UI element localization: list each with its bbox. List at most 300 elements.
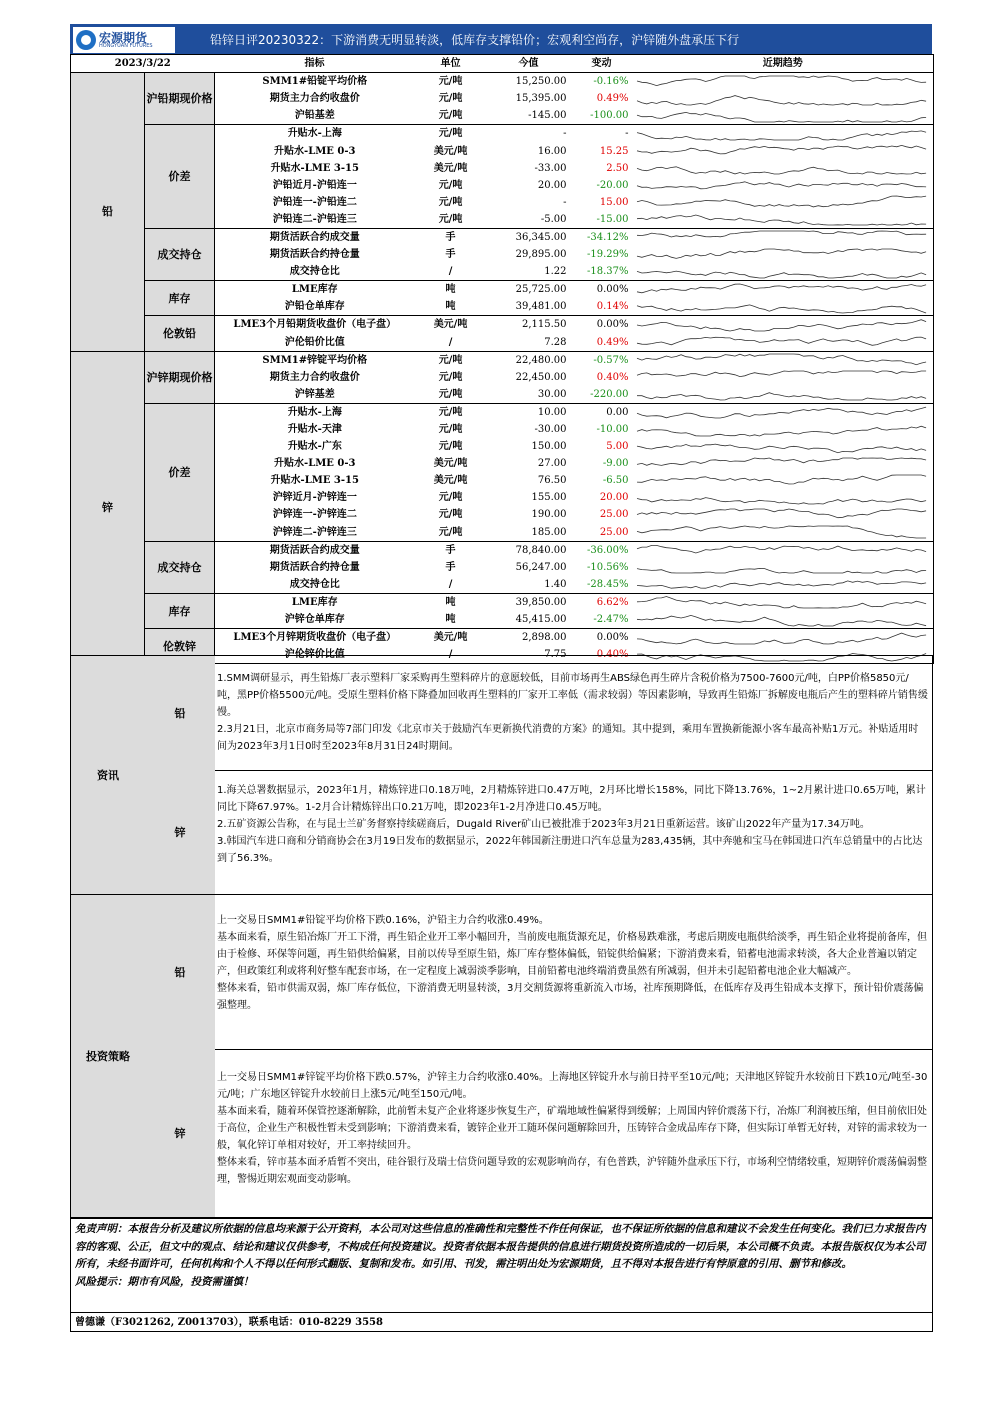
- trend-line: [637, 509, 926, 518]
- value-cell: -: [563, 128, 567, 140]
- table-row: [71, 125, 934, 143]
- strategy-zinc-label: 锌: [145, 1049, 215, 1217]
- trend-cell: [633, 90, 934, 107]
- indicator-name: LME3个月铅期货收盘价（电子盘）: [233, 319, 397, 331]
- trend-sparkline: [633, 317, 930, 333]
- indicator-name: 升贴水-LME 0-3: [274, 145, 356, 157]
- news-zinc-p2: 2.五矿资源公告称，在与昆士兰矿务督察持续磋商后，Dugald River矿山已被批准于2023年3月21日重新运营。该矿山2022年产量为17.34万吨。: [217, 819, 870, 830]
- header-change: 变动: [571, 55, 633, 73]
- value-cell: 15,395.00: [515, 93, 567, 105]
- trend-sparkline: [633, 160, 930, 176]
- trend-cell: [633, 228, 934, 246]
- strategy-lead-p1: 上一交易日SMM1#铅锭平均价格下跌0.16%，沪铅主力合约收涨0.49%。: [217, 915, 549, 926]
- table-row: [71, 629, 934, 647]
- change-cell: 20.00: [599, 492, 629, 504]
- news-lead-text: [217, 670, 928, 755]
- unit-cell: 元/吨: [415, 211, 487, 229]
- indicator-name: SMM1#铅锭平均价格: [262, 76, 368, 88]
- trend-cell: [633, 524, 934, 542]
- strategy-lead-p2: 基本面来看，原生铅冶炼厂开工下滑，再生铅企业开工率小幅回升，当前废电瓶货源充足，价格易跌难涨，考虑后期废电瓶供给淡季，再生铅企业将提前备库，但由于检修、环保等问题，再生铅供给偏紧，目前以传导至原生铅，炼厂库存整体偏低，铅锭供给偏紧；下游消费来看，铅蓄电池需求转淡，各大企业普遍以销定产，但政策红利或将利好整车配套市场，在一定程度上减弱淡季影响，目前铅蓄电池终端消费虽然有所减弱，但并未引起铅蓄电池企业大幅减产。: [217, 932, 927, 977]
- trend-cell: [633, 263, 934, 281]
- value-cell: 76.50: [537, 475, 567, 487]
- change-cell: 2.50: [606, 162, 629, 174]
- change-cell: -15.00: [571, 211, 633, 229]
- group-label: 价差: [145, 403, 215, 541]
- unit-cell: 美元/吨: [433, 458, 468, 470]
- change-cell: -34.12%: [587, 231, 629, 243]
- indicator-name: 沪铅连一-沪铅连二: [272, 196, 357, 208]
- change-cell: -28.45%: [571, 576, 633, 594]
- value-cell: 1.40: [487, 576, 571, 594]
- trend-cell: [633, 629, 934, 647]
- unit-cell: 手: [445, 249, 456, 261]
- trend-cell: [633, 281, 934, 299]
- value-cell: 22,450.00: [515, 371, 567, 383]
- value-cell: 150.00: [531, 441, 567, 453]
- news-lead-p1: 1.SMM调研显示，再生铅炼厂表示塑料厂家采购再生塑料碎片的意愿较低，目前市场再生ABS绿色再生碎片含税价格为7500-7600元/吨，白PP价格5850元/吨，黑PP价格5500元/吨。受原生塑料价格下降叠加回收再生塑料的厂家开工率低（需求较弱）等因素影响，导致再生铅炼厂拆解废电瓶后产生的塑料碎片销售缓慢。: [217, 673, 928, 718]
- unit-cell: 手: [445, 544, 456, 556]
- group-label: 库存: [145, 281, 215, 316]
- value-cell: 7.28: [487, 334, 571, 352]
- value-cell: 16.00: [537, 145, 567, 157]
- value-cell: 36,345.00: [515, 231, 567, 243]
- strategy-zinc-p3: 整体来看，锌市基本面矛盾暂不突出，硅谷银行及瑞士信贷问题导致的宏观影响尚存，有色普跌，沪锌随外盘承压下行，市场利空情绪较重，短期锌价震荡偏弱整理，警惕近期宏观面变动影响。: [217, 1157, 927, 1185]
- indicator-name: 期货活跃合约持仓量: [269, 249, 360, 261]
- change-cell: -10.00: [596, 424, 629, 436]
- trend-cell: [633, 403, 934, 421]
- change-cell: -: [625, 128, 629, 140]
- table-row: [71, 351, 934, 369]
- trend-cell: [633, 472, 934, 489]
- value-cell: 155.00: [531, 492, 567, 504]
- trend-line: [637, 337, 926, 345]
- value-cell: 190.00: [531, 509, 567, 521]
- unit-cell: 元/吨: [438, 196, 463, 208]
- trend-sparkline: [633, 108, 930, 124]
- header-unit: 单位: [415, 55, 487, 73]
- unit-cell: 元/吨: [438, 76, 463, 88]
- trend-line: [637, 320, 926, 331]
- trend-sparkline: [633, 559, 930, 575]
- value-cell: 15,250.00: [515, 76, 567, 88]
- indicator-name: LME库存: [291, 284, 338, 296]
- unit-cell: 手: [445, 561, 456, 573]
- trend-line: [637, 145, 926, 154]
- indicator-name: 升贴水-LME 0-3: [274, 458, 356, 470]
- trend-sparkline: [633, 542, 930, 558]
- report-header: [70, 24, 932, 54]
- trend-line: [637, 444, 926, 453]
- trend-cell: [633, 125, 934, 143]
- trend-cell: [633, 455, 934, 472]
- trend-sparkline: [633, 456, 930, 472]
- news-zinc-p3: 3.韩国汽车进口商和分销商协会在3月19日发布的数据显示，2022年韩国新注册进口汽车总量为283,435辆，其中奔驰和宝马在韩国进口汽车总销量中的占比达到了56.3%。: [217, 836, 923, 864]
- change-cell: 0.00%: [596, 284, 629, 296]
- group-label: 库存: [145, 593, 215, 628]
- indicator-name: 沪铅近月-沪铅连一: [272, 179, 357, 191]
- strategy-label: 投资策略: [71, 895, 146, 1217]
- trend-sparkline: [633, 507, 930, 523]
- report-date: 2023/3/22: [71, 55, 215, 73]
- trend-line: [637, 615, 926, 626]
- change-cell: 0.49%: [596, 93, 629, 105]
- indicator-name: 沪铅仓单库存: [215, 298, 415, 316]
- change-cell: 25.00: [599, 509, 629, 521]
- news-lead-label: 铅: [145, 656, 215, 770]
- group-label: 成交持仓: [145, 541, 215, 593]
- logo-subtext: HONGYUAN FUTURES: [99, 43, 153, 49]
- trend-line: [637, 305, 926, 313]
- trend-cell: [633, 194, 934, 211]
- trend-cell: [633, 107, 934, 125]
- trend-line: [637, 581, 926, 588]
- unit-cell: 吨: [415, 611, 487, 629]
- trend-sparkline: [633, 211, 930, 227]
- group-label: 沪锌期现价格: [145, 351, 215, 403]
- trend-sparkline: [633, 334, 930, 350]
- trend-cell: [633, 142, 934, 159]
- trend-cell: [633, 559, 934, 576]
- value-cell: -145.00: [487, 107, 571, 125]
- trend-line: [637, 131, 926, 140]
- trend-sparkline: [633, 282, 930, 298]
- price-table: [70, 54, 934, 664]
- trend-sparkline: [633, 630, 930, 646]
- trend-sparkline: [633, 177, 930, 193]
- change-cell: 5.00: [606, 441, 629, 453]
- change-cell: 0.40%: [596, 371, 629, 383]
- trend-cell: [633, 246, 934, 263]
- indicator-name: 期货活跃合约成交量: [269, 544, 360, 556]
- strategy-zinc-text: [217, 1069, 928, 1188]
- unit-cell: 美元/吨: [433, 145, 468, 157]
- unit-cell: 元/吨: [415, 107, 487, 125]
- value-cell: -: [563, 196, 567, 208]
- trend-sparkline: [633, 229, 930, 245]
- unit-cell: 元/吨: [438, 354, 463, 366]
- trend-sparkline: [633, 126, 930, 142]
- trend-sparkline: [633, 386, 930, 402]
- indicator-name: 升贴水-LME 3-15: [270, 162, 359, 174]
- trend-line: [637, 371, 926, 377]
- value-cell: 2,115.50: [521, 319, 567, 331]
- strategy-lead-text: [217, 912, 928, 1014]
- change-cell: 0.40%: [571, 646, 633, 664]
- trend-cell: [633, 489, 934, 506]
- table-row: [71, 403, 934, 421]
- trend-line: [637, 271, 926, 278]
- change-cell: 6.62%: [596, 596, 629, 608]
- unit-cell: 吨: [445, 284, 456, 296]
- trend-line: [637, 393, 926, 400]
- trend-cell: [633, 386, 934, 404]
- group-label: 成交持仓: [145, 228, 215, 280]
- value-cell: 39,481.00: [487, 298, 571, 316]
- trend-sparkline: [633, 74, 930, 90]
- trend-line: [637, 569, 926, 574]
- table-row: [71, 281, 934, 299]
- trend-sparkline: [633, 576, 930, 592]
- value-cell: -30.00: [534, 424, 567, 436]
- indicator-name: 沪伦铅价比值: [215, 334, 415, 352]
- trend-cell: [633, 160, 934, 177]
- trend-cell: [633, 593, 934, 611]
- trend-sparkline: [633, 473, 930, 489]
- trend-cell: [633, 576, 934, 594]
- trend-sparkline: [633, 352, 930, 368]
- indicator-name: SMM1#锌锭平均价格: [262, 354, 368, 366]
- report-title: 铅锌日评20230322：下游消费无明显转淡，低库存支撑铅价；宏观利空尚存，沪锌随外盘承压下行: [210, 33, 740, 47]
- trend-sparkline: [633, 91, 930, 107]
- trend-sparkline: [633, 264, 930, 280]
- category-label: 铅: [71, 73, 145, 352]
- indicator-name: 升贴水-上海: [287, 128, 342, 140]
- unit-cell: 元/吨: [438, 441, 463, 453]
- unit-cell: 美元/吨: [433, 632, 468, 644]
- unit-cell: 元/吨: [438, 93, 463, 105]
- unit-cell: /: [415, 576, 487, 594]
- indicator-name: 沪锌近月-沪锌连一: [272, 492, 357, 504]
- unit-cell: 元/吨: [438, 179, 463, 191]
- unit-cell: /: [415, 646, 487, 664]
- group-label: 伦敦铅: [145, 316, 215, 351]
- company-logo: [72, 26, 176, 54]
- trend-cell: [633, 316, 934, 334]
- news-zinc-p1: 1.海关总署数据显示，2023年1月，精炼锌进口0.18万吨，2月精炼锌进口0.47万吨，2月环比增长158%，同比下降13.76%，1~2月累计进口0.65万吨，累计同比下降67.97%。1-2月合计精炼锌出口0.21万吨，即2023年1-2月净进口0.45万吨。: [217, 785, 926, 813]
- change-cell: -20.00: [596, 179, 629, 191]
- table-row: [71, 541, 934, 559]
- value-cell: 2,898.00: [521, 632, 567, 644]
- value-cell: 30.00: [487, 386, 571, 404]
- trend-cell: [633, 334, 934, 352]
- trend-sparkline: [633, 612, 930, 628]
- change-cell: 15.25: [599, 145, 629, 157]
- disclaimer: [70, 1218, 933, 1332]
- indicator-name: 成交持仓比: [215, 263, 415, 281]
- trend-line: [637, 633, 926, 644]
- indicator-name: 期货活跃合约成交量: [269, 231, 360, 243]
- trend-line: [637, 546, 926, 554]
- indicator-name: 沪铅基差: [215, 107, 415, 125]
- table-row: [71, 593, 934, 611]
- unit-cell: /: [415, 334, 487, 352]
- value-cell: 56,247.00: [515, 561, 567, 573]
- indicator-name: 沪锌连二-沪锌连三: [215, 524, 415, 542]
- trend-cell: [633, 541, 934, 559]
- value-cell: 27.00: [537, 458, 567, 470]
- unit-cell: 手: [445, 231, 456, 243]
- unit-cell: 元/吨: [438, 424, 463, 436]
- strategy-lead: [145, 895, 932, 1050]
- trend-line: [637, 458, 926, 465]
- trend-sparkline: [633, 404, 930, 420]
- trend-line: [637, 475, 926, 484]
- trend-line: [637, 76, 926, 86]
- trend-sparkline: [633, 524, 930, 540]
- indicator-name: 沪锌基差: [215, 386, 415, 404]
- value-cell: 45,415.00: [487, 611, 571, 629]
- trend-line: [637, 497, 926, 503]
- change-cell: -19.29%: [587, 249, 629, 261]
- table-row: [71, 73, 934, 91]
- news-zinc: [145, 770, 932, 894]
- indicator-name: 期货活跃合约持仓量: [269, 561, 360, 573]
- trend-sparkline: [633, 594, 930, 610]
- strategy-zinc-p1: 上一交易日SMM1#锌锭平均价格下跌0.57%，沪锌主力合约收涨0.40%。上海地区锌锭升水与前日持平至10元/吨；天津地区锌锭升水较前日下跌10元/吨至-30元/吨；广东地区锌锭升水较前日上涨5元/吨至150元/吨。: [217, 1072, 928, 1100]
- trend-sparkline: [633, 369, 930, 385]
- unit-cell: 元/吨: [438, 128, 463, 140]
- unit-cell: 元/吨: [415, 524, 487, 542]
- risk-warning: 风险提示：期市有风险，投资需谨慎！: [75, 1275, 254, 1288]
- trend-sparkline: [633, 490, 930, 506]
- unit-cell: /: [415, 263, 487, 281]
- group-label: 价差: [145, 125, 215, 229]
- trend-sparkline: [633, 247, 930, 263]
- unit-cell: 美元/吨: [433, 162, 468, 174]
- indicator-name: 期货主力合约收盘价: [269, 371, 360, 383]
- trend-cell: [633, 351, 934, 369]
- change-cell: 0.00%: [596, 632, 629, 644]
- trend-cell: [633, 211, 934, 229]
- indicator-name: 沪铅连二-沪铅连三: [215, 211, 415, 229]
- change-cell: -18.37%: [571, 263, 633, 281]
- unit-cell: 元/吨: [438, 406, 463, 418]
- news-label: 资讯: [71, 656, 146, 894]
- change-cell: 25.00: [571, 524, 633, 542]
- change-cell: 0.00%: [596, 319, 629, 331]
- strategy-lead-label: 铅: [145, 895, 215, 1049]
- trend-line: [637, 112, 926, 122]
- trend-cell: [633, 298, 934, 316]
- value-cell: -5.00: [487, 211, 571, 229]
- indicator-name: 期货主力合约收盘价: [269, 93, 360, 105]
- value-cell: 39,850.00: [515, 596, 567, 608]
- indicator-name: 升贴水-天津: [287, 424, 342, 436]
- trend-cell: [633, 506, 934, 523]
- trend-line: [637, 597, 926, 609]
- trend-line: [637, 215, 926, 225]
- trend-line: [637, 408, 926, 419]
- group-label: 沪铅期现价格: [145, 73, 215, 125]
- change-cell: 0.49%: [571, 334, 633, 352]
- indicator-name: 沪锌连一-沪锌连二: [272, 509, 357, 521]
- news-section: [70, 655, 933, 895]
- trend-line: [637, 95, 926, 104]
- value-cell: -33.00: [534, 162, 567, 174]
- value-cell: 7.75: [487, 646, 571, 664]
- unit-cell: 元/吨: [438, 509, 463, 521]
- value-cell: 10.00: [537, 406, 567, 418]
- value-cell: 25,725.00: [515, 284, 567, 296]
- indicator-name: LME库存: [291, 596, 338, 608]
- analyst-contact: 曾德谦（F3021262, Z0013703），联系电话：010-8229 3558: [75, 1317, 383, 1328]
- unit-cell: 元/吨: [438, 371, 463, 383]
- trend-line: [637, 426, 926, 436]
- change-cell: -6.50: [602, 475, 629, 487]
- change-cell: 15.00: [599, 196, 629, 208]
- table-header-row: [71, 55, 934, 73]
- indicator-name: 沪锌仓单库存: [215, 611, 415, 629]
- disclaimer-text: 免责声明：本报告分析及建议所依据的信息均来源于公开资料，本公司对这些信息的准确性和完整性不作任何保证，也不保证所依据的信息和建议不会发生任何变化。我们已力求报告内容的客观、公正，但文中的观点、结论和建议仅供参考，不构成任何投资建议。投资者依据本报告提供的信息进行期货投资所造成的一切后果，本公司概不负责。本报告版权仅为本公司所有，未经书面许可，任何机构和个人不得以任何形式翻版、复制和发布。如引用、刊发，需注明出处为宏源期货，且不得对本报告进行有悖原意的引用、删节和修改。: [75, 1223, 926, 1270]
- indicator-name: 升贴水-LME 3-15: [270, 475, 359, 487]
- indicator-name: 升贴水-广东: [287, 441, 342, 453]
- trend-line: [637, 284, 926, 293]
- value-cell: 29,895.00: [515, 249, 567, 261]
- category-label: 锌: [71, 351, 145, 664]
- trend-cell: [633, 438, 934, 455]
- change-cell: -0.57%: [593, 354, 629, 366]
- unit-cell: 美元/吨: [433, 475, 468, 487]
- header-trend: 近期趋势: [633, 55, 934, 73]
- value-cell: 20.00: [537, 179, 567, 191]
- change-cell: -220.00: [571, 386, 633, 404]
- change-cell: 0.14%: [571, 298, 633, 316]
- table-row: [71, 228, 934, 246]
- trend-sparkline: [633, 299, 930, 315]
- value-cell: 1.22: [487, 263, 571, 281]
- trend-line: [637, 354, 926, 365]
- trend-sparkline: [633, 194, 930, 210]
- trend-line: [637, 182, 926, 189]
- trend-line: [637, 196, 926, 207]
- news-zinc-text: [217, 782, 928, 867]
- unit-cell: 吨: [445, 596, 456, 608]
- news-zinc-label: 锌: [145, 770, 215, 894]
- strategy-zinc-p2: 基本面来看，随着环保管控逐渐解除，此前暂未复产企业将逐步恢复生产，矿端地域性偏紧得到缓解；上周国内锌价震荡下行，冶炼厂利润被压缩，但目前依旧处于高位，企业生产积极性暂未受到影响；下游消费来看，镀锌企业开工随环保问题解除回升，压铸锌合金成品库存下降，但实际订单暂无好转，对锌的需求较为一般，氧化锌订单相对较好，开工率持续回升。: [217, 1106, 927, 1151]
- strategy-lead-p3: 整体来看，铅市供需双弱，炼厂库存低位，下游消费无明显转淡，3月交割货源将重新流入市场，社库预期降低，在低库存及再生铅成本支撑下，预计铅价震荡偏强整理。: [217, 983, 924, 1011]
- strategy-zinc: [145, 1049, 932, 1217]
- indicator-name: 升贴水-上海: [287, 406, 342, 418]
- group-label: 伦敦锌: [145, 629, 215, 664]
- change-cell: -36.00%: [587, 544, 629, 556]
- change-cell: -10.56%: [587, 561, 629, 573]
- trend-line: [637, 249, 926, 258]
- table-row: [71, 316, 934, 334]
- change-cell: -0.16%: [593, 76, 629, 88]
- news-lead: [145, 656, 932, 771]
- unit-cell: 吨: [415, 298, 487, 316]
- trend-line: [637, 526, 926, 538]
- trend-line: [637, 231, 926, 237]
- logo-icon: [76, 30, 96, 50]
- change-cell: 0.00: [606, 406, 629, 418]
- unit-cell: 美元/吨: [433, 319, 468, 331]
- divider: [71, 1312, 932, 1313]
- news-lead-p2: 2.3月21日，北京市商务局等7部门印发《北京市关于鼓励汽车更新换代消费的方案》的通知。其中提到，乘用车置换新能源小客车最高补贴1万元。补贴适用时间为2023年3月1日0时至2023年8月31日24时期间。: [217, 724, 919, 752]
- indicator-name: 沪伦锌价比值: [215, 646, 415, 664]
- header-indicator: 指标: [215, 55, 415, 73]
- trend-cell: [633, 369, 934, 386]
- trend-sparkline: [633, 143, 930, 159]
- value-cell: 78,840.00: [515, 544, 567, 556]
- trend-sparkline: [633, 422, 930, 438]
- trend-sparkline: [633, 439, 930, 455]
- logo-text: 宏源期货: [99, 31, 148, 45]
- unit-cell: 元/吨: [415, 386, 487, 404]
- change-cell: -100.00: [571, 107, 633, 125]
- strategy-section: [70, 894, 933, 1218]
- value-cell: 22,480.00: [515, 354, 567, 366]
- trend-cell: [633, 421, 934, 438]
- trend-cell: [633, 611, 934, 629]
- trend-line: [637, 167, 926, 174]
- header-today: 今值: [487, 55, 571, 73]
- value-cell: 185.00: [487, 524, 571, 542]
- unit-cell: 元/吨: [438, 492, 463, 504]
- trend-cell: [633, 73, 934, 91]
- indicator-name: 成交持仓比: [215, 576, 415, 594]
- change-cell: -2.47%: [571, 611, 633, 629]
